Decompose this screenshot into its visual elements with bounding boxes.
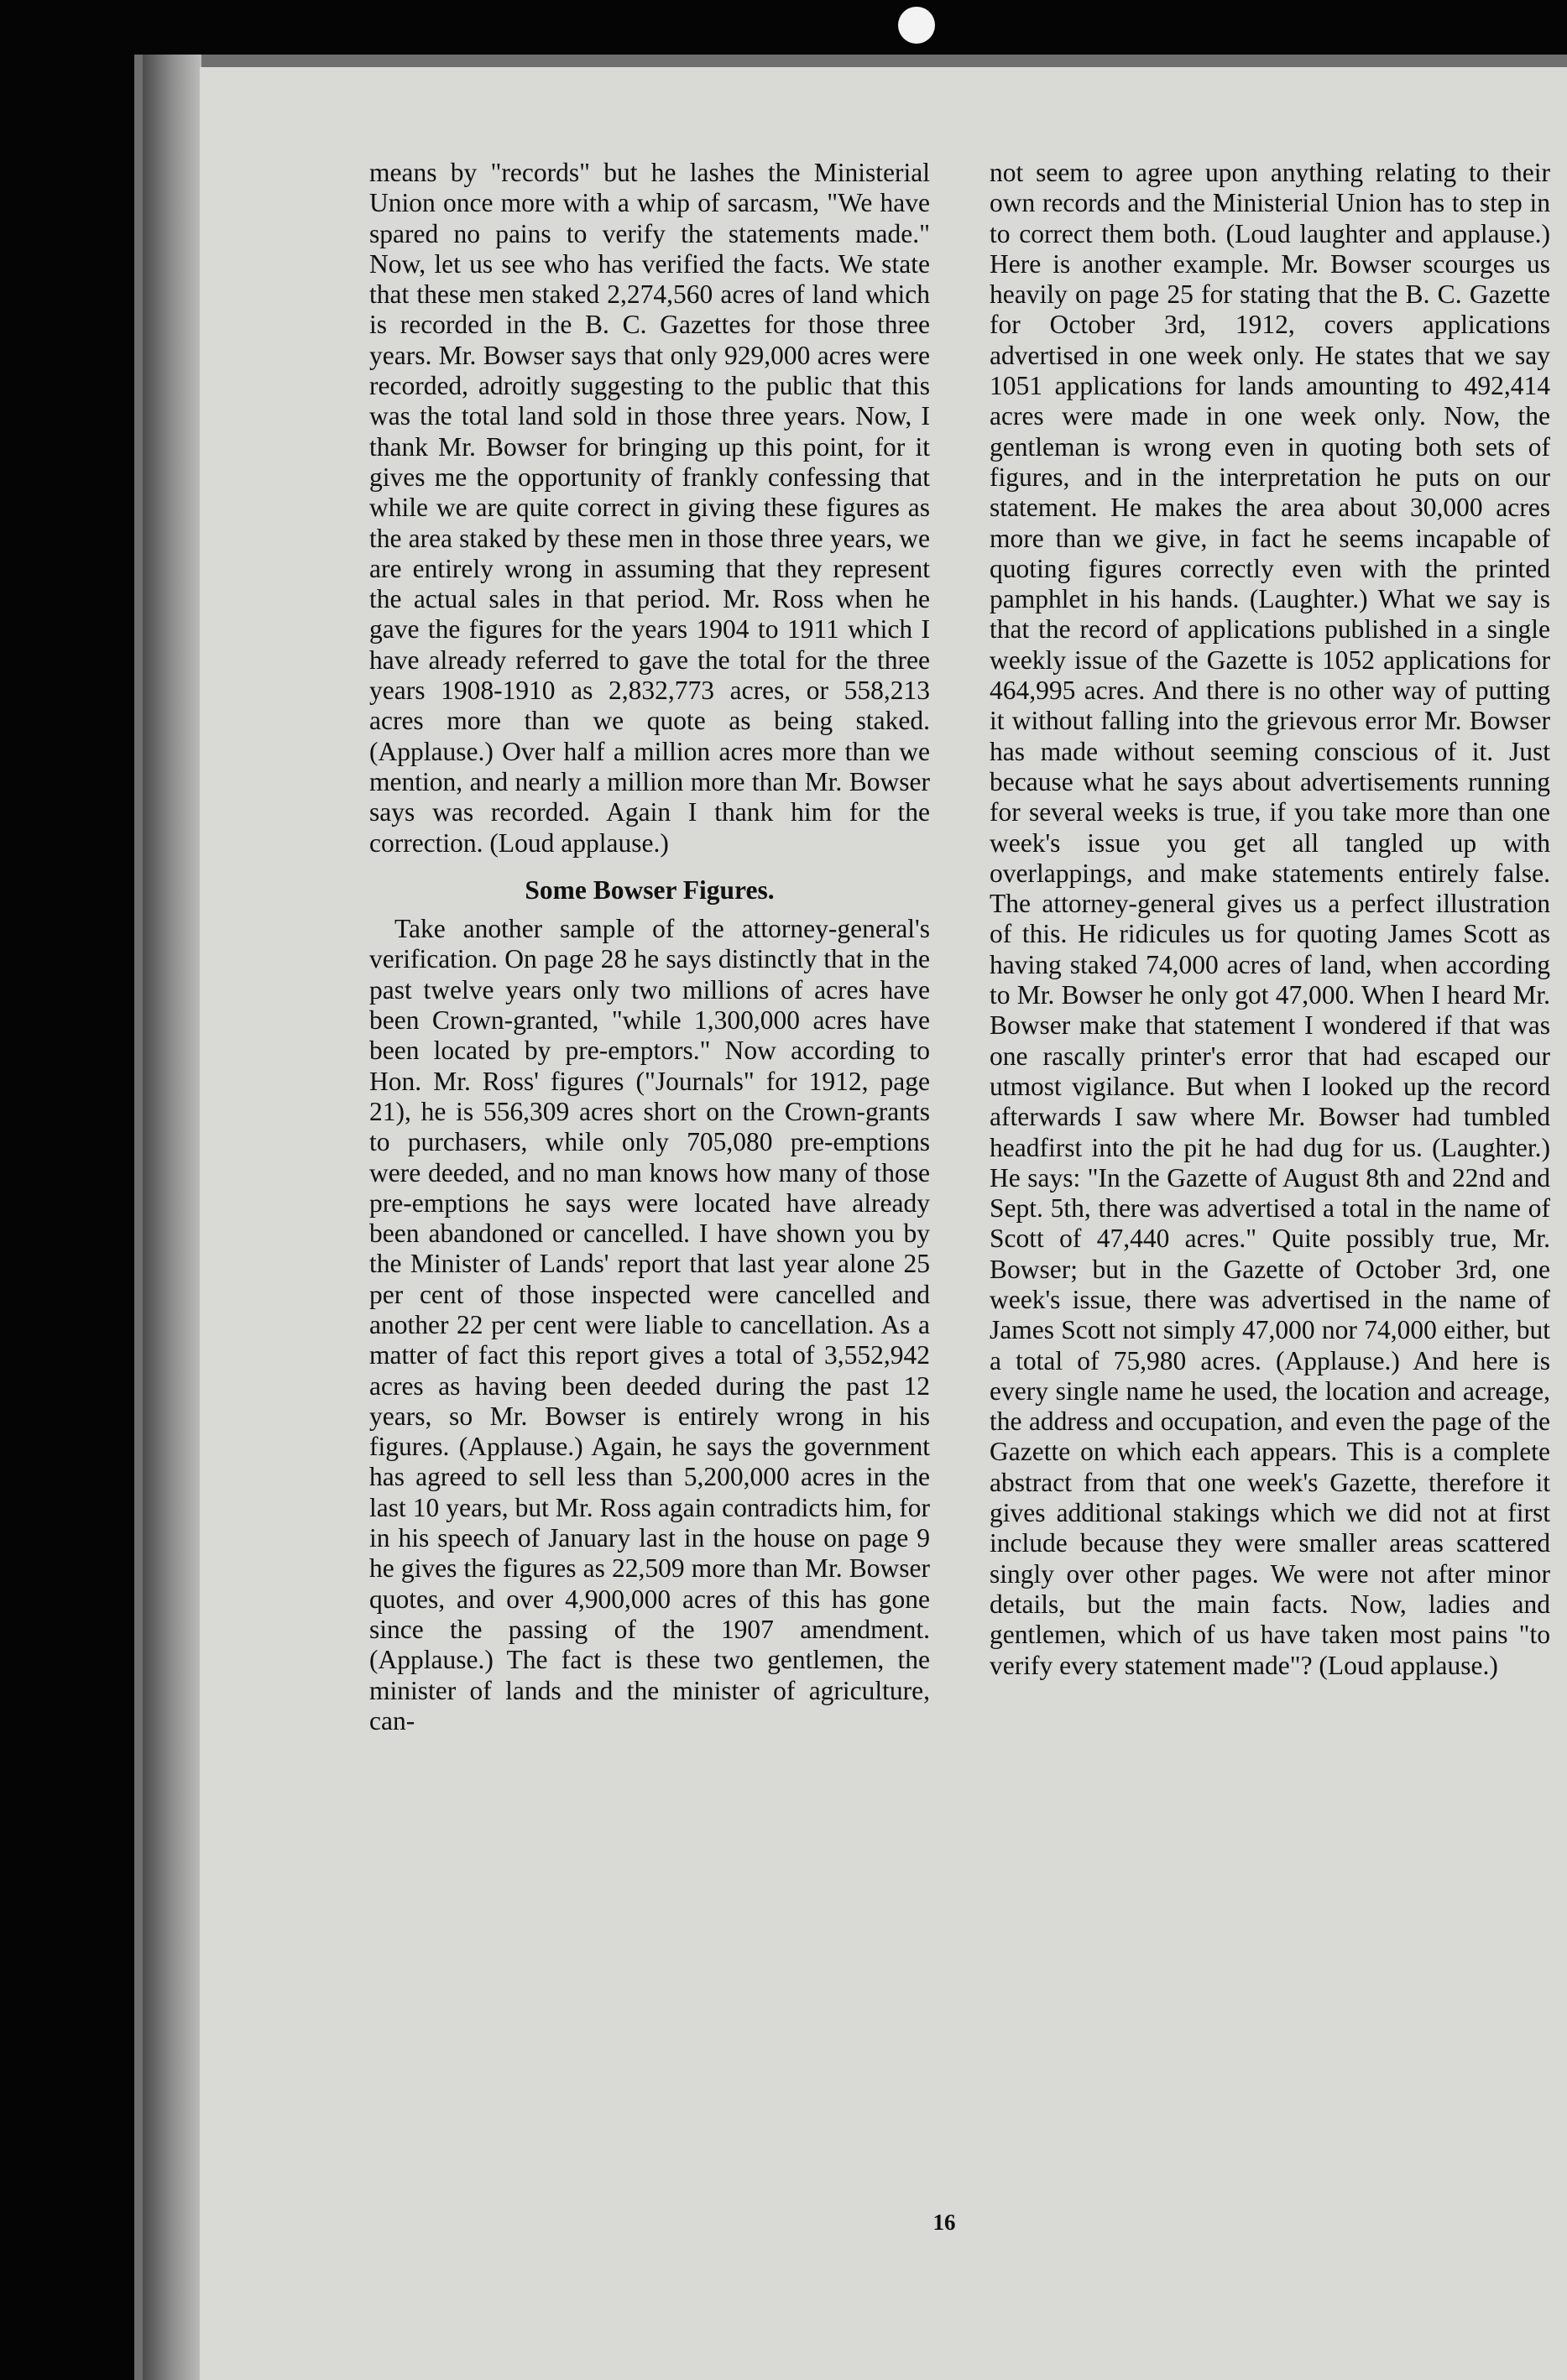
right-paragraph-1: not seem to agree upon anything relating to their own records and the Ministerial Union has to step in to correct them both. (Loud laughter and applause.) Here is another example. Mr. Bowser scourges us heavily on page 25 for stating that the B. C. Gazette for October 3rd, 1912, covers applications advertised in one week only. He states that we say 1051 applications for lands amounting to 492,414 acres were made in one week only. Now, the gentleman is wrong even in quoting both sets of figures, and in the interpretation he puts on our statement. He makes the area about 30,000 acres more than we give, in fact he seems incapable of quoting figures correctly even with the printed pamphlet in his hands. (Laughter.) What we say is that the record of applications published in a single weekly issue of the Gazette is 1052 applications for 464,995 acres. And there is no other way of putting it without falling into the grievous error Mr. Bowser has made without seeming conscious of it. Just because what he says about advertisements running for several weeks is true, if you take more than one week's issue you get all tangled up with overlappings, and make statements entirely false. The attorney-general gives us a perfect illustration of this. He ridicules us for quoting James Scott as having staked 74,000 acres of land, when according to Mr. Bowser he only got 47,000. When I heard Mr. Bowser make that statement I wondered if that was one rascally printer's error that had escaped our utmost vigilance. But when I looked up the record afterwards I saw where Mr. Bowser had tumbled headfirst into the pit he had dug for us. (Laughter.) He says: "In the Gazette of August 8th and 22nd and Sept. 5th, there was advertised a total in the name of Scott of 47,440 acres." Quite possibly true, Mr. Bowser; but in the Gazette of October 3rd, one week's issue, there was advertised in the name of James Scott not simply 47,000 nor 74,000 either, but a total of 75,980 acres. (Applause.) And here is every single name he used, the location and acreage, the address and occupation, and even the page of the Gazette on which each appears. This is a complete abstract from that one week's Gazette, therefore it gives additional stakings which we did not at first include because they were smaller areas scattered singly over other pages. We were not after minor details, but the main facts. Now, ladies and gentlemen, which of us have taken most pains "to verify every statement made"? (Loud applause.) bbox=[990, 158, 1550, 1680]
right-column bbox=[990, 158, 1550, 1681]
binding-shadow bbox=[143, 55, 201, 2380]
page-number: 16 bbox=[932, 2210, 956, 2235]
left-column bbox=[369, 158, 930, 1736]
section-heading: Some Bowser Figures. bbox=[525, 874, 775, 905]
left-paragraph-2: Take another sample of the attorney-general's verification. On page 28 he says distinctly that in the past twelve years only two millions of acres have been Crown-granted, "while 1,300,000 acres have been located by pre-emptors." Now according to Hon. Mr. Ross' figures ("Journals" for 1912, page 21), he is 556,309 acres short on the Crown-grants to purchasers, while only 705,080 pre-emptions were deeded, and no man knows how many of those pre-emptions he says were located have already been abandoned or cancelled. I have shown you by the Minister of Lands' report that last year alone 25 per cent of those inspected were cancelled and another 22 per cent were liable to cancellation. As a matter of fact this report gives a total of 3,552,942 acres as having been deeded during the past 12 years, so Mr. Bowser is entirely wrong in his figures. (Applause.) Again, he says the government has agreed to sell less than 5,200,000 acres in the last 10 years, but Mr. Ross again contradicts him, for in his speech of January last in the house on page 9 he gives the figures as 22,509 more than Mr. Bowser quotes, and over 4,900,000 acres of this has gone since the passing of the 1907 amendment. (Applause.) The fact is these two gentlemen, the minister of lands and the minister of agriculture, can- bbox=[369, 914, 930, 1735]
punch-hole bbox=[898, 7, 935, 44]
left-paragraph-1: means by "records" but he lashes the Ministerial Union once more with a whip of sarcasm, "We have spared no pains to verify the statements made." Now, let us see who has verified the facts. We state that these men staked 2,274,560 acres of land which is recorded in the B. C. Gazettes for those three years. Mr. Bowser says that only 929,000 acres were recorded, adroitly suggesting to the public that this was the total land sold in those three years. Now, I thank Mr. Bowser for bringing up this point, for it gives me the opportunity of frankly confessing that while we are quite correct in giving these figures as the area staked by these men in those three years, we are entirely wrong in assuming that they represent the actual sales in that period. Mr. Ross when he gave the figures for the years 1904 to 1911 which I have already referred to gave the total for the three years 1908-1910 as 2,832,773 acres, or 558,213 acres more than we quote as being staked. (Applause.) Over half a million acres more than we mention, and nearly a million more than Mr. Bowser says was recorded. Again I thank him for the correction. (Loud applause.) bbox=[369, 158, 930, 858]
